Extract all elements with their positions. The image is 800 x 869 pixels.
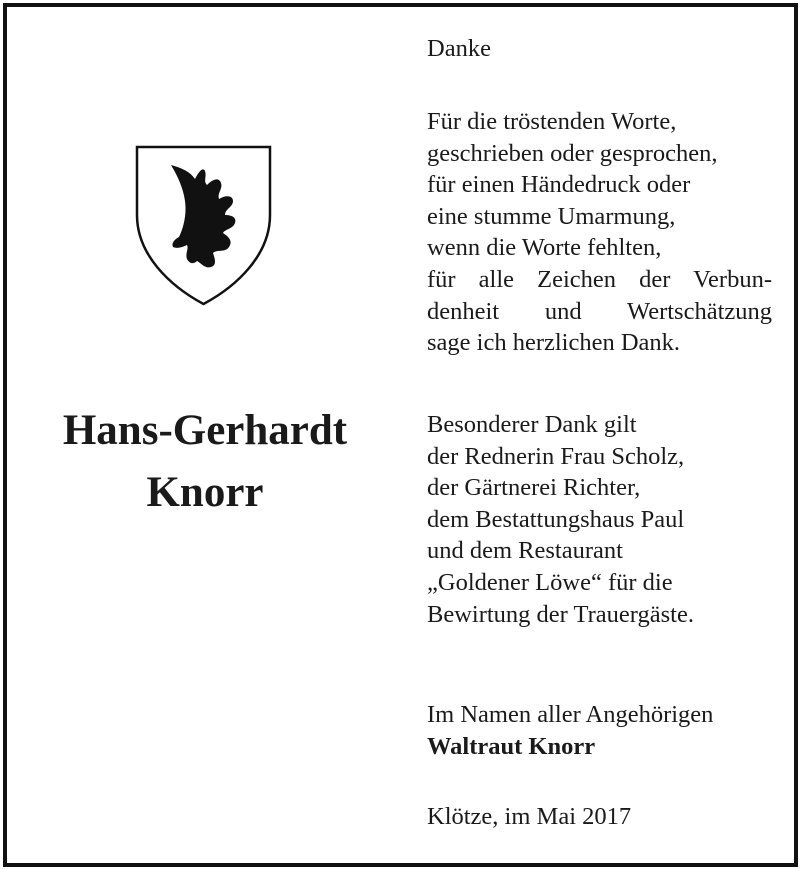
special-thanks-paragraph <box>427 409 772 630</box>
intro-line: denheit und Wertschätzung <box>427 297 772 325</box>
intro-line: sage ich herzlichen Dank. <box>427 329 681 357</box>
special-thanks-line: und dem Restaurant <box>427 537 623 565</box>
closing-block <box>427 699 772 762</box>
special-thanks-line: „Goldener Löwe“ für die <box>427 568 673 596</box>
intro-line: eine stumme Umarmung, <box>427 202 676 230</box>
deceased-name <box>20 400 390 524</box>
place-date: Klötze, im Mai 2017 <box>427 803 632 830</box>
special-thanks-line: Besonderer Dank gilt <box>427 411 637 438</box>
intro-line: Für die tröstenden Worte, <box>427 108 677 135</box>
special-thanks-line: der Rednerin Frau Scholz, <box>427 442 685 470</box>
special-thanks-line: Bewirtung der Trauergäste. <box>427 600 694 628</box>
intro-paragraph <box>427 106 772 359</box>
signature-name: Waltraut Knorr <box>427 732 596 760</box>
special-thanks-line: dem Bestattungshaus Paul <box>427 505 685 533</box>
intro-line: wenn die Worte fehlten, <box>427 234 662 262</box>
coat-of-arms-shield-icon <box>133 143 274 308</box>
closing-line: Im Namen aller Angehörigen <box>427 701 714 728</box>
intro-line: für alle Zeichen der Verbun- <box>427 265 772 293</box>
special-thanks-line: der Gärtnerei Richter, <box>427 474 641 502</box>
deceased-last-name: Knorr <box>146 469 264 516</box>
deceased-first-name: Hans-Gerhardt <box>62 407 348 454</box>
heading-danke: Danke <box>427 35 491 62</box>
intro-line: geschrieben oder gesprochen, <box>427 139 718 167</box>
intro-line: für einen Händedruck oder <box>427 171 691 199</box>
